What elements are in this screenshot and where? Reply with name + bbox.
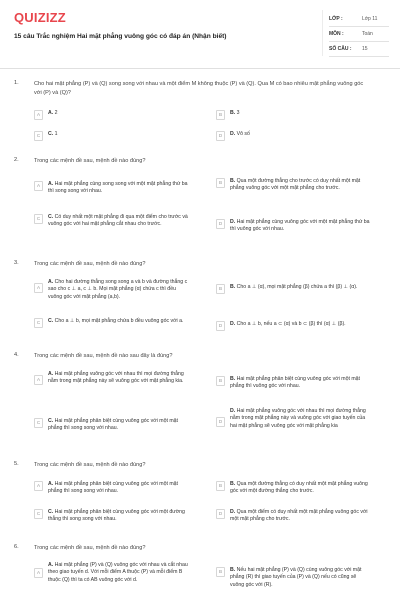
question-text: Trong các mệnh đề sau, mệnh đề nào đúng? [34, 158, 146, 164]
option-key: B. [230, 178, 236, 184]
meta-count-value: 15 [362, 46, 368, 52]
header-separator [322, 10, 323, 56]
option-text: Hai mặt phẳng phân biệt cùng vuông góc với một mặt phẳng thì vuông góc với nhau. [230, 376, 361, 390]
option-text: Qua một đường thẳng cho trước có duy nhất một mặt phẳng vuông góc với một mặt phẳng cho trước. [230, 178, 361, 192]
option-key: B. [230, 110, 236, 116]
option-text: Cho a ⊥ (α), mọi mặt phẳng (β) chứa a thì (β) ⊥ (α). [236, 284, 358, 290]
option-text: Cho hai đường thẳng song song a và b và đường thẳng c sao cho c ⊥ a, c ⊥ b. Mọi mặt phẳng (α) chứa c thì đều vuông góc với mặt phẳng (a,b). [48, 279, 188, 300]
option-text: Hai mặt phẳng phân biệt cùng vuông góc với một mặt phẳng thì song song với nhau. [48, 418, 179, 432]
question-number: 3. [14, 260, 19, 266]
meta-subject-label: MÔN : [329, 31, 344, 37]
option-text: 3 [236, 110, 240, 116]
option-key: B. [230, 567, 236, 573]
option-key: A. [48, 481, 54, 487]
meta-class-value: Lớp 11 [362, 16, 378, 22]
option-text: Cho a ⊥ b, nếu a ⊂ (α) và b ⊂ (β) thì (α) ⊥ (β). [236, 321, 346, 327]
option-letter-badge: D [216, 509, 225, 519]
question-text: Trong các mệnh đề sau, mệnh đề nào đúng? [34, 545, 146, 551]
option-key: A. [48, 110, 54, 116]
option-key: A. [48, 371, 54, 377]
option-key: B. [230, 376, 236, 382]
option-letter-badge: A [34, 181, 43, 191]
question-number: 2. [14, 157, 19, 163]
option-key: A. [48, 279, 54, 285]
option-key: A. [48, 181, 54, 187]
option-key: D. [230, 408, 236, 414]
option-text: 2 [54, 110, 58, 116]
option-text: Hai mặt phẳng vuông góc với nhau thì mọi đường thẳng nằm trong mặt phẳng này sẽ vuông góc với mặt phẳng kia. [48, 371, 184, 385]
meta-class-label: LỚP : [329, 16, 343, 22]
option-key: B. [230, 284, 236, 290]
worksheet-header [0, 0, 400, 64]
option-letter-badge: B [216, 567, 225, 577]
option-letter-badge: D [216, 321, 225, 331]
option-text: Qua một điểm có duy nhất một mặt phẳng vuông góc với một mặt phẳng cho trước. [230, 509, 368, 523]
option-letter-badge: A [34, 481, 43, 491]
option-letter-badge: C [34, 318, 43, 328]
option-text: Hai mặt phẳng cùng song song với một mặt phẳng thứ ba thì song song với nhau. [48, 181, 188, 195]
option-letter-badge: C [34, 509, 43, 519]
option-letter-badge: B [216, 284, 225, 294]
worksheet-title: 15 câu Trắc nghiệm Hai mặt phẳng vuông góc có đáp án (Nhận biết) [14, 33, 227, 40]
option-key: D. [230, 509, 236, 515]
option-key: C. [48, 214, 54, 220]
option-text: Vô số [236, 131, 250, 137]
option-key: D. [230, 131, 236, 137]
option-letter-badge: C [34, 418, 43, 428]
header-divider [0, 68, 400, 69]
meta-count-label: SỐ CÂU : [329, 46, 352, 52]
option-text: 1 [54, 131, 58, 137]
question-text: Cho hai mặt phẳng (P) và (Q) song song với nhau và một điểm M không thuộc (P) và (Q). Qua M có bao nhiêu mặt phẳng vuông góc với (P) và (Q)? [34, 81, 364, 96]
option-key: C. [48, 131, 54, 137]
option-text: Hai mặt phẳng vuông góc với nhau thì mọi đường thẳng nằm trong mặt phẳng này và vuông góc với giao tuyến của hai mặt phẳng sẽ vuông góc với mặt phẳng kia [230, 408, 366, 429]
option-letter-badge: B [216, 178, 225, 188]
option-key: B. [230, 481, 236, 487]
question-number: 6. [14, 544, 19, 550]
option-letter-badge: D [216, 417, 225, 427]
option-text: Hai mặt phẳng phân biệt cùng vuông góc với một đường thẳng thì song song với nhau. [48, 509, 185, 523]
option-text: Hai mặt phẳng (P) và (Q) vuông góc với nhau và cắt nhau theo giao tuyến d. Với mỗi điểm A thuộc (P) và mỗi điểm B thuộc (Q) thì ta có AB vuông góc với d. [48, 562, 188, 583]
option-text: Hai mặt phẳng cùng vuông góc với một mặt phẳng thứ ba thì vuông góc với nhau. [230, 219, 370, 233]
option-key: D. [230, 219, 236, 225]
question-text: Trong các mệnh đề sau, mệnh đề nào đúng? [34, 261, 146, 267]
option-letter-badge: D [216, 131, 225, 141]
option-key: D. [230, 321, 236, 327]
option-letter-badge: C [34, 131, 43, 141]
option-text: Qua một đường thẳng có duy nhất một mặt phẳng vuông góc với một đường thẳng cho trước. [230, 481, 368, 495]
question-number: 1. [14, 80, 19, 86]
question-text: Trong các mệnh đề sau, mệnh đề nào đúng? [34, 462, 146, 468]
option-letter-badge: A [34, 568, 43, 578]
option-key: C. [48, 318, 54, 324]
option-key: A. [48, 562, 54, 568]
option-key: C. [48, 418, 54, 424]
option-letter-badge: B [216, 110, 225, 120]
option-text: Cho a ⊥ b, mọi mặt phẳng chứa b đều vuông góc với a. [54, 318, 184, 324]
option-letter-badge: D [216, 219, 225, 229]
option-text: Nếu hai mặt phẳng (P) và (Q) cùng vuông góc với mặt phẳng (R) thì giao tuyến của (P) và (Q) nếu có cũng sẽ vuông góc với (R). [230, 567, 362, 588]
question-text: Trong các mệnh đề sau, mệnh đề nào sau đây là đúng? [34, 353, 173, 359]
option-text: Có duy nhất một mặt phẳng đi qua một điểm cho trước và vuông góc với hai mặt phẳng cắt nhau cho trước. [48, 214, 188, 228]
question-number: 5. [14, 461, 19, 467]
option-letter-badge: A [34, 110, 43, 120]
option-letter-badge: B [216, 481, 225, 491]
meta-subject-value: Toán [362, 31, 373, 37]
question-number: 4. [14, 352, 19, 358]
option-letter-badge: B [216, 376, 225, 386]
option-letter-badge: A [34, 375, 43, 385]
quizizz-logo: QUIZIZZ [14, 10, 66, 25]
option-letter-badge: A [34, 283, 43, 293]
option-key: C. [48, 509, 54, 515]
option-text: Hai mặt phẳng phân biệt cùng vuông góc với một mặt phẳng thì song song với nhau. [48, 481, 179, 495]
option-letter-badge: C [34, 214, 43, 224]
